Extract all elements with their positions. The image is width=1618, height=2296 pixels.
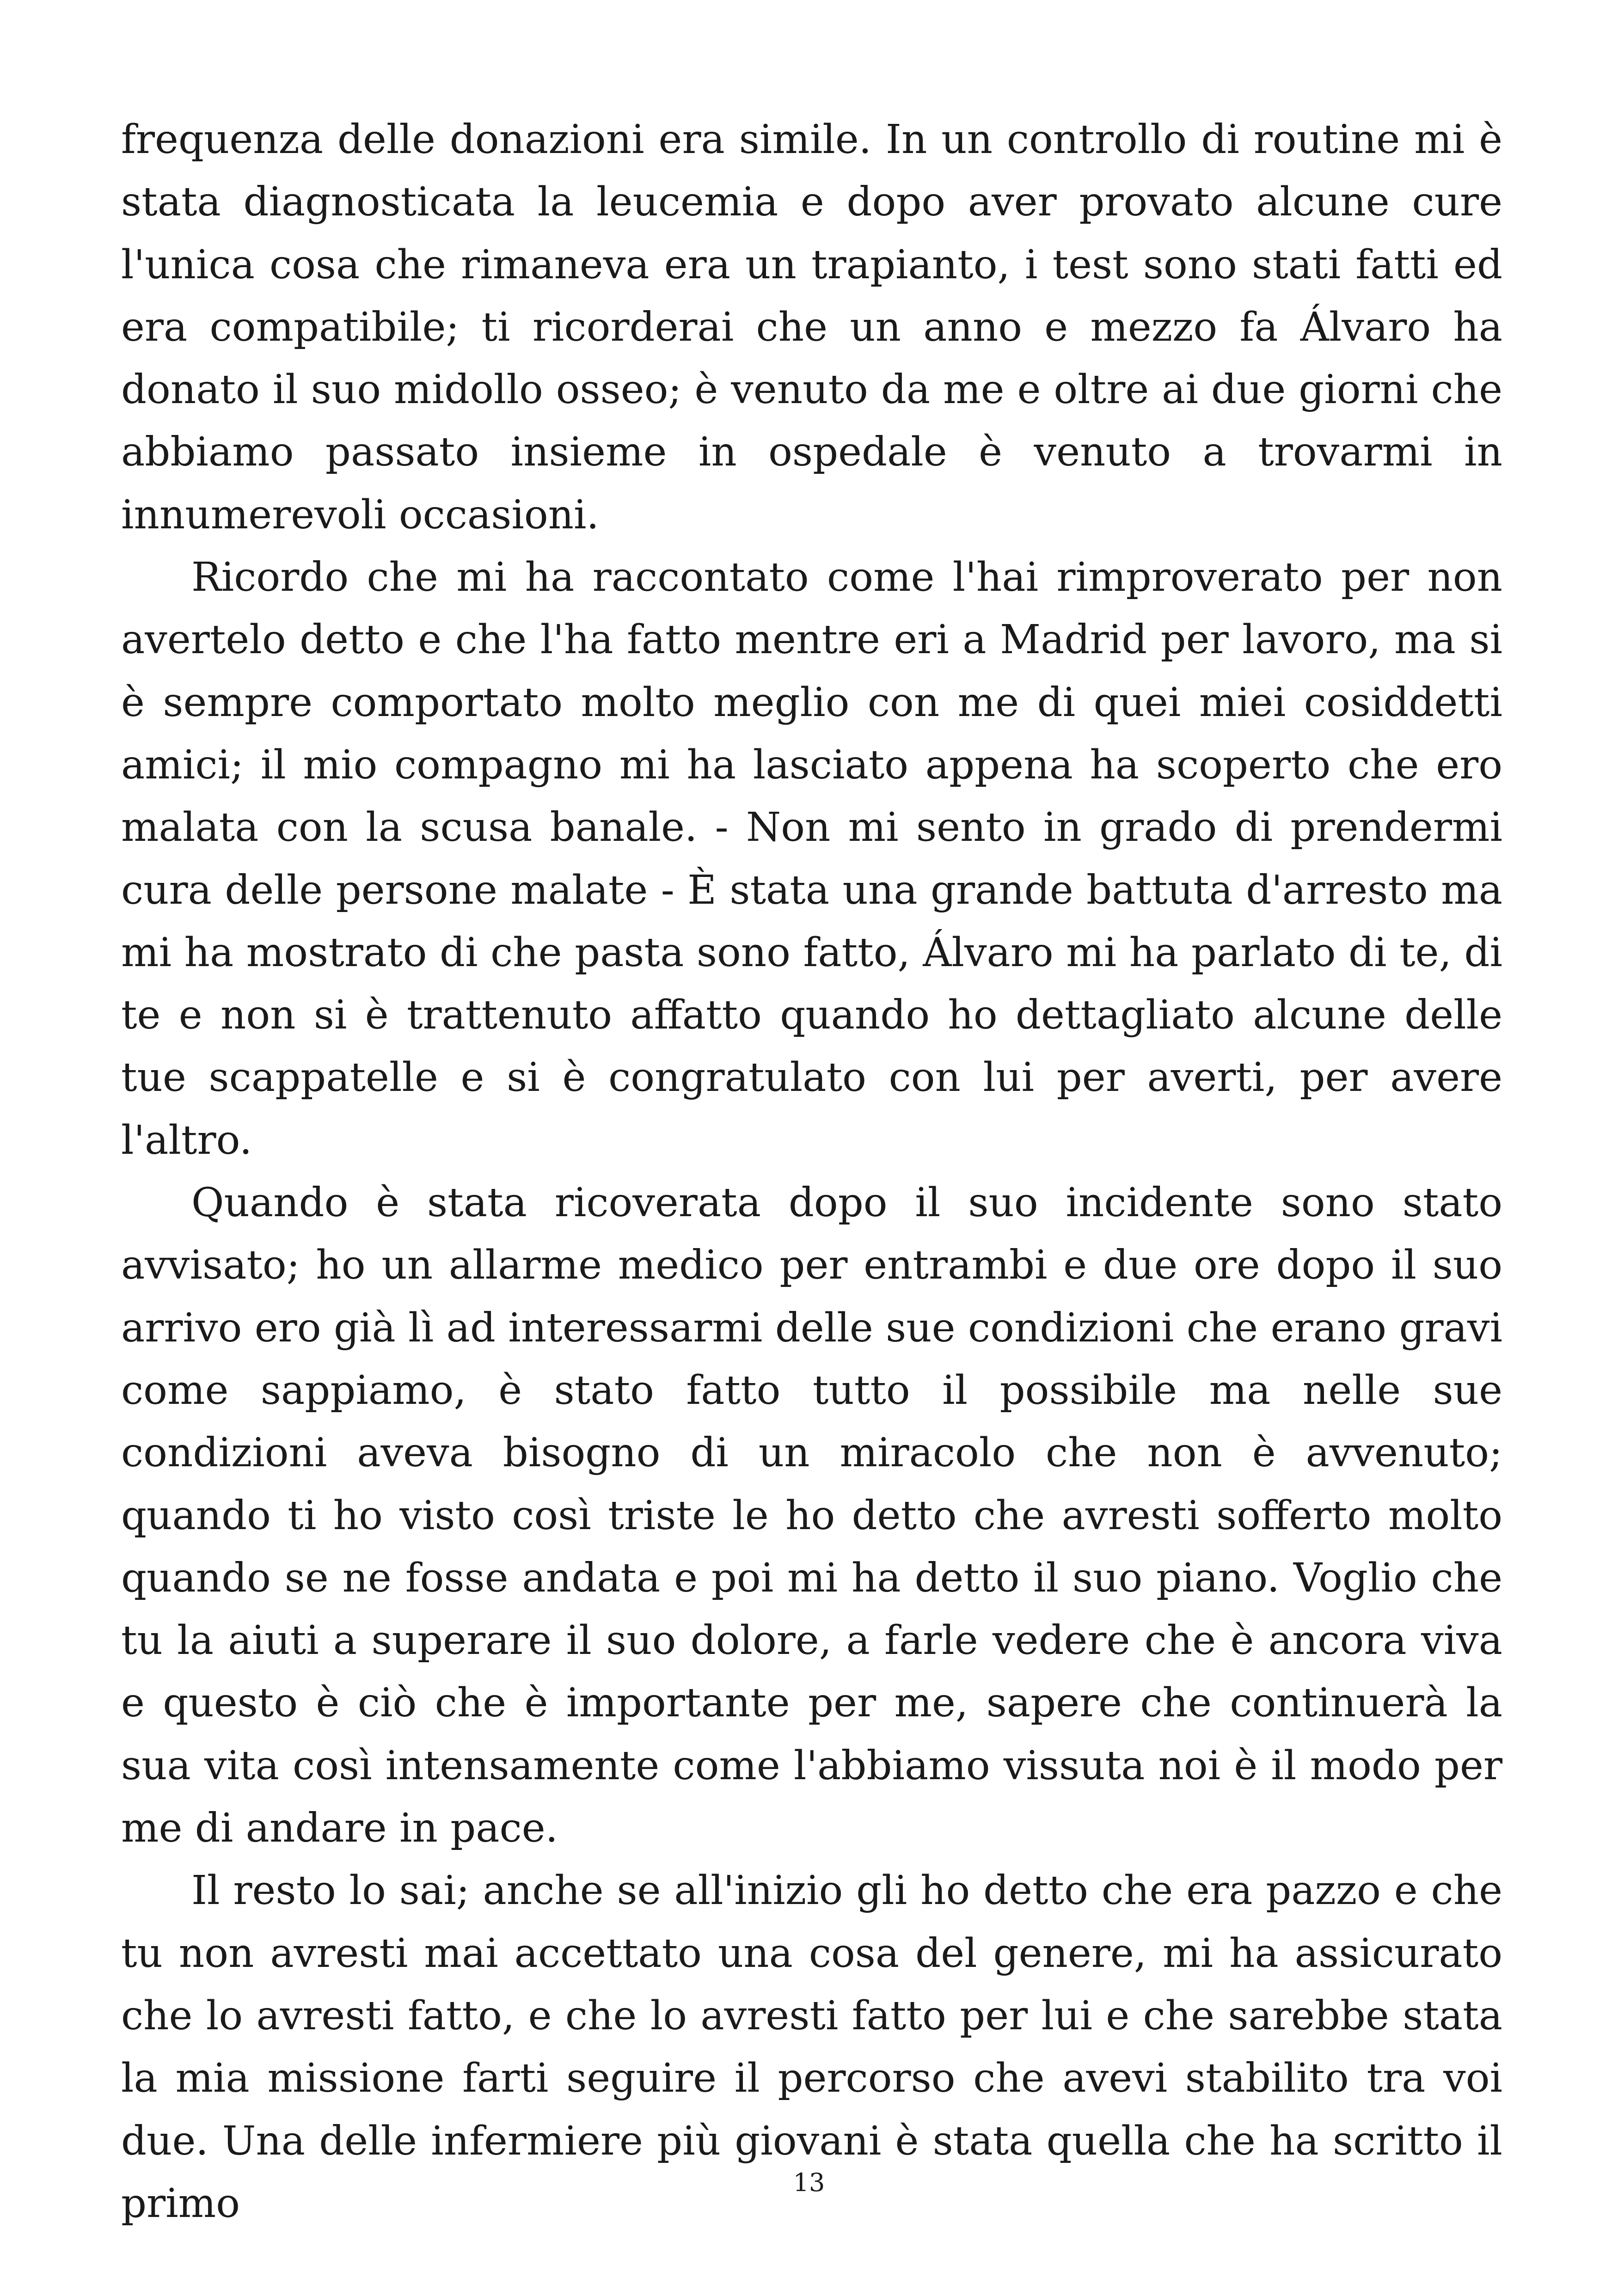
body-text (121, 109, 1502, 2235)
paragraph-3: Quando è stata ricoverata dopo il suo incidente sono stato avvisato; ho un allarme medico per entrambi e due ore dopo il suo arrivo ero già lì ad interessarmi delle sue condizioni che erano gravi come sappiamo, è stato fatto tutto il possibile ma nelle sue condizioni aveva bisogno di un miracolo che non è avvenuto; quando ti ho visto così triste le ho detto che avresti sofferto molto quando se ne fosse andata e poi mi ha detto il suo piano. Voglio che tu la aiuti a superare il suo dolore, a farle vedere che è ancora viva e questo è ciò che è importante per me, sapere che continuerà la sua vita così intensamente come l'abbiamo vissuta noi è il modo per me di andare in pace. (121, 1180, 1502, 1852)
paragraph-1: frequenza delle donazioni era simile. In un controllo di routine mi è stata diagnosticata la leucemia e dopo aver provato alcune cure l'unica cosa che rimaneva era un trapianto, i test sono stati fatti ed era compatibile; ti ricorderai che un anno e mezzo fa Álvaro ha donato il suo midollo osseo; è venuto da me e oltre ai due giorni che abbiamo passato insieme in ospedale è venuto a trovarmi in innumerevoli occasioni. (121, 116, 1502, 538)
page-number: 13 (793, 2168, 825, 2197)
paragraph-4: Il resto lo sai; anche se all'inizio gli ho detto che era pazzo e che tu non avresti mai accettato una cosa del genere, mi ha assicurato che lo avresti fatto, e che lo avresti fatto per lui e che sarebbe stata la mia missione farti seguire il percorso che avevi stabilito tra voi due. Una delle infermiere più giovani è stata quella che ha scritto il primo (121, 1867, 1502, 2227)
paragraph-2: Ricordo che mi ha raccontato come l'hai rimproverato per non avertelo detto e che l'ha fatto mentre eri a Madrid per lavoro, ma si è sempre comportato molto meglio con me di quei miei cosiddetti amici; il mio compagno mi ha lasciato appena ha scoperto che ero malata con la scusa banale. - Non mi sento in grado di prendermi cura delle persone malate - È stata una grande battuta d'arresto ma mi ha mostrato di che pasta sono fatto, Álvaro mi ha parlato di te, di te e non si è trattenuto affatto quando ho dettagliato alcune delle tue scappatelle e si è congratulato con lui per averti, per avere l'altro. (121, 554, 1502, 1163)
